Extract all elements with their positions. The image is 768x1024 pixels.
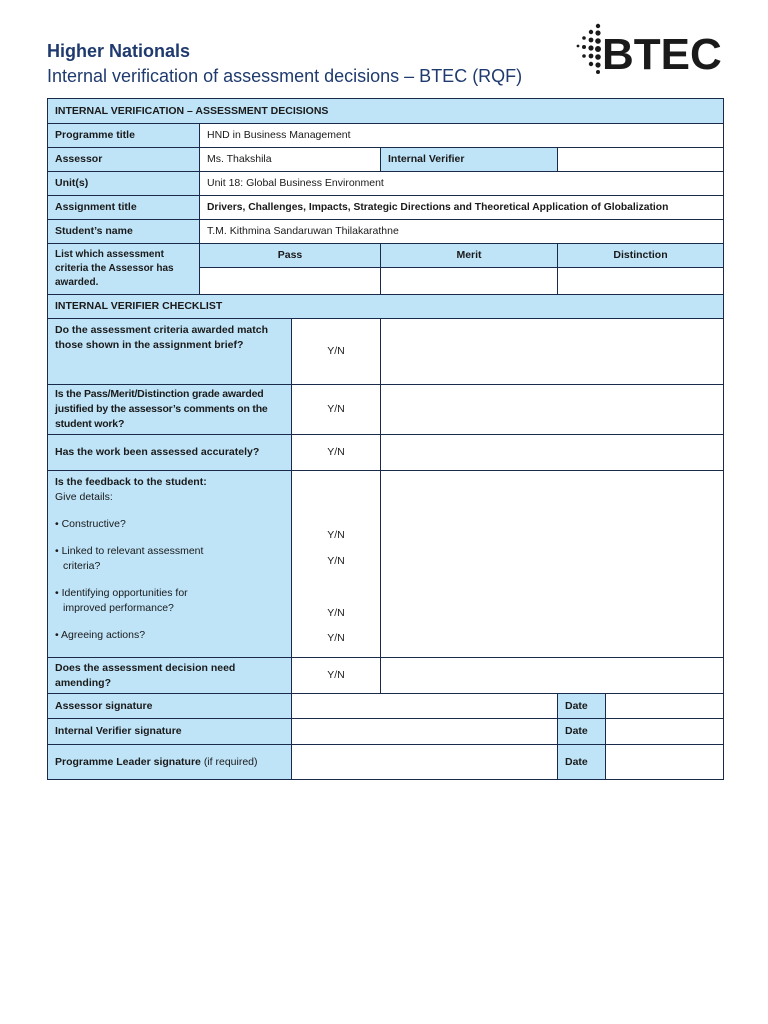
checklist-row-2 bbox=[48, 385, 724, 435]
feedback-bullet-opportunities: • Identifying opportunities for bbox=[55, 587, 188, 599]
merit-header: Merit bbox=[381, 244, 558, 268]
question-decision-amending: Does the assessment decision need amending? bbox=[48, 658, 292, 694]
comment-field-1[interactable] bbox=[381, 319, 724, 385]
programme-title-row bbox=[48, 124, 724, 148]
pl-signature-label-bold: Programme Leader signature bbox=[55, 755, 201, 768]
page-subtitle: Internal verification of assessment decisions – BTEC (RQF) bbox=[47, 66, 523, 86]
unit-row bbox=[48, 172, 724, 196]
merit-field[interactable] bbox=[381, 268, 558, 295]
unit-label: Unit(s) bbox=[48, 172, 200, 196]
yn-field-3[interactable]: Y/N bbox=[292, 435, 381, 471]
assessor-signature-row bbox=[48, 694, 724, 719]
assessor-signature-field[interactable] bbox=[292, 694, 558, 719]
distinction-field[interactable] bbox=[558, 268, 724, 295]
iv-signature-row bbox=[48, 719, 724, 745]
student-name-label: Student’s name bbox=[48, 220, 200, 244]
iv-signature-field[interactable] bbox=[292, 719, 558, 745]
assessor-row bbox=[48, 148, 724, 172]
student-name-row bbox=[48, 220, 724, 244]
assessor-date-label: Date bbox=[558, 694, 606, 719]
pl-date-label: Date bbox=[558, 745, 606, 780]
programme-title-label: Programme title bbox=[48, 124, 200, 148]
pl-signature-label bbox=[48, 745, 292, 780]
feedback-title: Is the feedback to the student: bbox=[55, 476, 207, 488]
programme-title-field[interactable]: HND in Business Management bbox=[200, 124, 724, 148]
yn-field-agreeing[interactable]: Y/N bbox=[327, 632, 345, 644]
question-criteria-match: Do the assessment criteria awarded match those shown in the assignment brief? bbox=[48, 319, 292, 385]
checklist-row-1 bbox=[48, 319, 724, 385]
section-heading: INTERNAL VERIFICATION – ASSESSMENT DECISIONS bbox=[48, 99, 724, 124]
pl-signature-field[interactable] bbox=[292, 745, 558, 780]
comment-field-3[interactable] bbox=[381, 435, 724, 471]
criteria-label: List which assessment criteria the Assessor has awarded. bbox=[48, 244, 200, 295]
pl-signature-row bbox=[48, 745, 724, 780]
comment-field-2[interactable] bbox=[381, 385, 724, 435]
distinction-header: Distinction bbox=[558, 244, 724, 268]
yn-field-5[interactable]: Y/N bbox=[292, 658, 381, 694]
pass-header: Pass bbox=[200, 244, 381, 268]
btec-logo bbox=[574, 22, 724, 74]
logo-text: BTEC bbox=[602, 30, 722, 74]
verification-form bbox=[47, 98, 724, 780]
page-title: Higher Nationals bbox=[47, 41, 191, 61]
feedback-bullet-constructive: • Constructive? bbox=[55, 518, 126, 530]
logo-dots-icon bbox=[577, 24, 601, 74]
pl-signature-label-note: (if required) bbox=[203, 755, 258, 768]
checklist-heading: INTERNAL VERIFIER CHECKLIST bbox=[48, 295, 724, 319]
yn-field-opportunities[interactable]: Y/N bbox=[327, 607, 345, 619]
checklist-row-4 bbox=[48, 471, 724, 658]
assignment-title-label: Assignment title bbox=[48, 196, 200, 220]
yn-feedback-group bbox=[292, 471, 381, 658]
checklist-row-5 bbox=[48, 658, 724, 694]
internal-verifier-label: Internal Verifier bbox=[381, 148, 558, 172]
iv-date-label: Date bbox=[558, 719, 606, 745]
assessor-label: Assessor bbox=[48, 148, 200, 172]
comment-field-4[interactable] bbox=[381, 471, 724, 658]
assignment-title-field[interactable]: Drivers, Challenges, Impacts, Strategic Directions and Theoretical Application of Globalization bbox=[200, 196, 724, 220]
assessor-date-field[interactable] bbox=[606, 694, 724, 719]
checklist-row-3 bbox=[48, 435, 724, 471]
comment-field-5[interactable] bbox=[381, 658, 724, 694]
feedback-give-details: Give details: bbox=[55, 491, 113, 503]
yn-field-constructive[interactable]: Y/N bbox=[327, 529, 345, 541]
question-assessed-accurately: Has the work been assessed accurately? bbox=[48, 435, 292, 471]
iv-signature-label: Internal Verifier signature bbox=[48, 719, 292, 745]
unit-field[interactable]: Unit 18: Global Business Environment bbox=[200, 172, 724, 196]
yn-field-2[interactable]: Y/N bbox=[292, 385, 381, 435]
checklist-heading-row bbox=[48, 295, 724, 319]
iv-date-field[interactable] bbox=[606, 719, 724, 745]
section-heading-row bbox=[48, 99, 724, 124]
pass-field[interactable] bbox=[200, 268, 381, 295]
feedback-bullet-opportunities-cont: improved performance? bbox=[63, 602, 174, 614]
pl-date-field[interactable] bbox=[606, 745, 724, 780]
question-feedback bbox=[48, 471, 292, 658]
assessor-signature-label: Assessor signature bbox=[48, 694, 292, 719]
assessor-field[interactable]: Ms. Thakshila bbox=[200, 148, 381, 172]
assignment-title-row bbox=[48, 196, 724, 220]
feedback-bullet-linked-cont: criteria? bbox=[63, 560, 101, 572]
question-grade-justified: Is the Pass/Merit/Distinction grade awarded justified by the assessor’s comments on the student work? bbox=[48, 385, 292, 435]
feedback-bullet-agreeing: • Agreeing actions? bbox=[55, 629, 146, 641]
yn-field-linked[interactable]: Y/N bbox=[327, 555, 345, 567]
yn-field-1[interactable]: Y/N bbox=[292, 319, 381, 385]
criteria-header-row bbox=[48, 244, 724, 268]
feedback-bullet-linked: • Linked to relevant assessment bbox=[55, 545, 204, 557]
student-name-field[interactable]: T.M. Kithmina Sandaruwan Thilakarathne bbox=[200, 220, 724, 244]
internal-verifier-field[interactable] bbox=[558, 148, 724, 172]
